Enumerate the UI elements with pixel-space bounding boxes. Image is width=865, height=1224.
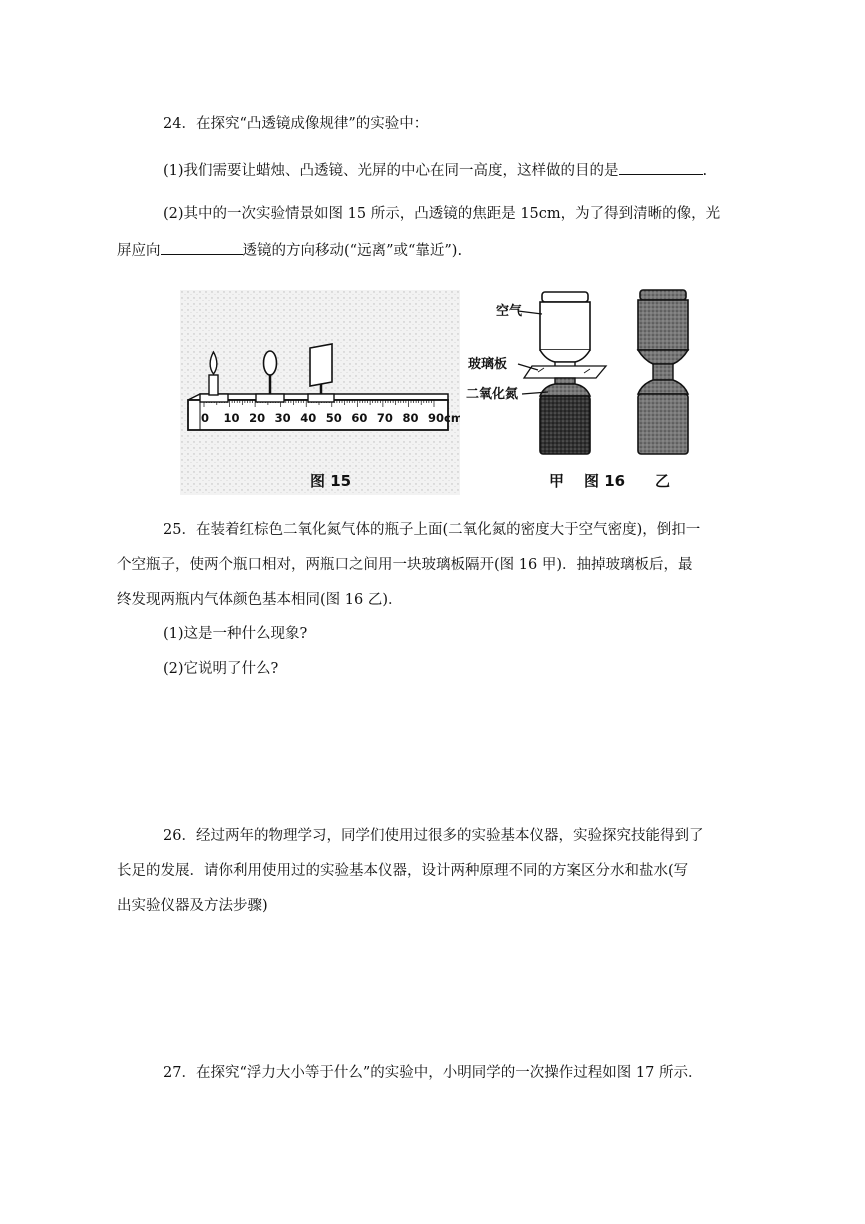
q25-line3: 终发现两瓶内气体颜色基本相同(图 16 乙)．: [117, 592, 403, 608]
ruler-tick-label: 60: [351, 411, 368, 425]
ruler-tick-label: 10: [223, 411, 240, 425]
figure-16-caption-right: 乙: [655, 472, 671, 490]
figure-16: [460, 282, 700, 495]
ruler-tick-label: 50: [325, 411, 342, 425]
q25-line1: 25．在装着红棕色二氧化氮气体的瓶子上面(二氧化氮的密度大于空气密度)，倒扣一: [163, 522, 701, 538]
optical-bench-drawing: [180, 290, 460, 495]
figure-16-caption-left: 甲: [549, 472, 565, 490]
q26-line1: 26．经过两年的物理学习，同学们使用过很多的实验基本仪器，实验探究技能得到了: [163, 828, 704, 844]
label-no2: 二氧化氮: [466, 387, 519, 402]
answer-blank-2[interactable]: [161, 239, 243, 255]
bottle-no2: [540, 378, 590, 454]
q25-sub1: (1)这是一种什么现象?: [163, 626, 308, 642]
q27-line1: 27．在探究“浮力大小等于什么”的实验中，小明同学的一次操作过程如图 17 所示．: [163, 1065, 703, 1081]
ruler-tick-label: 40: [300, 411, 317, 425]
q24-title: 24．在探究“凸透镜成像规律”的实验中：: [163, 116, 429, 132]
answer-blank-1[interactable]: [619, 159, 703, 175]
q25-line2: 个空瓶子，使两个瓶口相对，两瓶口之间用一块玻璃板隔开(图 16 甲)．抽掉玻璃板后，最: [117, 557, 693, 573]
ruler-tick-label: 70: [376, 411, 393, 425]
figure-15: [180, 290, 460, 495]
q26-line3: 出实验仪器及方法步骤): [117, 898, 268, 914]
ruler-tick-label: 20: [249, 411, 266, 425]
flame-icon: [210, 352, 217, 374]
glass-plate: [524, 366, 606, 378]
q26-line2: 长足的发展．请你利用使用过的实验基本仪器，设计两种原理不同的方案区分水和盐水(写: [117, 863, 689, 879]
q24-part2-line1: (2)其中的一次实验情景如图 15 所示，凸透镜的焦距是 15cm，为了得到清晰的像，光: [163, 206, 721, 222]
q24-part2-text-b: 透镜的方向移动(“远离”或“靠近”).: [242, 243, 463, 259]
label-glass-plate: 玻璃板: [468, 357, 508, 372]
figure-16-caption: 图 16: [584, 472, 626, 490]
figure-15-caption: 图 15: [310, 472, 352, 490]
ruler-tick-label: 80: [402, 411, 419, 425]
q24-part1-end: .: [702, 163, 708, 179]
label-air: 空气: [496, 304, 523, 319]
bottle-air: [540, 292, 590, 368]
ruler-tick-label: 30: [274, 411, 291, 425]
q24-part1: [163, 159, 707, 181]
ruler-tick-label: 90cm: [428, 411, 460, 425]
diffusion-bottles-drawing: [460, 282, 700, 495]
q24-part2-text-a: 屏应向: [117, 243, 161, 259]
q24-part1-text: (1)我们需要让蜡烛、凸透镜、光屏的中心在同一高度，这样做的目的是: [163, 163, 619, 179]
q25-sub2: (2)它说明了什么?: [163, 661, 279, 677]
q24-part2-line2: [117, 239, 462, 261]
ruler-tick-label: 0: [201, 411, 210, 425]
bottles-mixed: [638, 290, 688, 454]
